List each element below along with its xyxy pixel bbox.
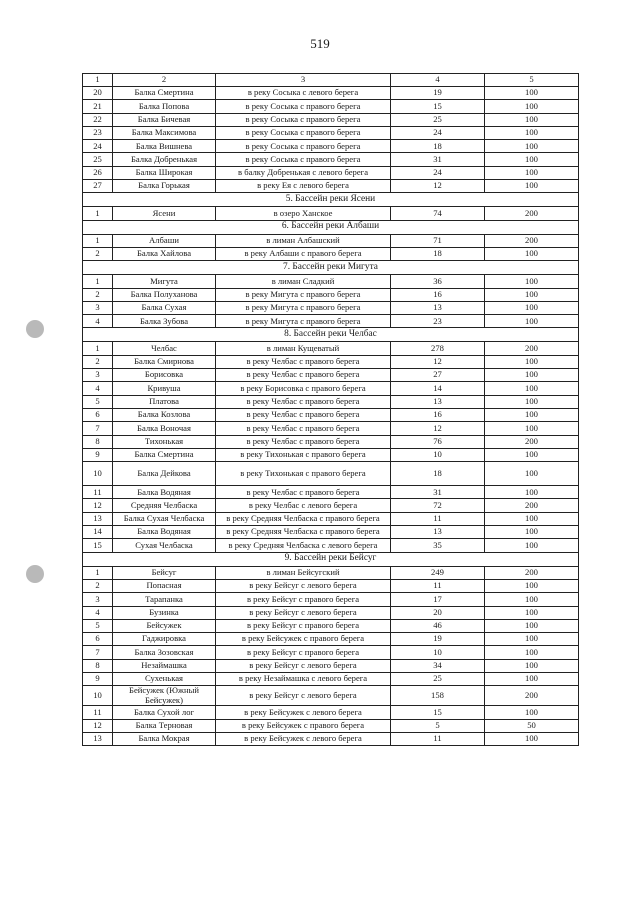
table-cell: 16: [391, 408, 485, 421]
table-cell: 9: [83, 672, 113, 685]
table-cell: 17: [391, 593, 485, 606]
table-cell: 100: [485, 247, 579, 260]
table-cell: 7: [83, 646, 113, 659]
section-title: 8. Бассейн реки Челбас: [83, 328, 579, 342]
table-row: [83, 408, 579, 421]
table-cell: Балка Воночая: [113, 422, 216, 435]
table-cell: в лиман Албашский: [216, 234, 391, 247]
table-cell: 100: [485, 633, 579, 646]
table-cell: в реку Сосыка с правого берега: [216, 126, 391, 139]
table-cell: в реку Челбас с правого берега: [216, 435, 391, 448]
table-cell: в реку Сосыка с левого берега: [216, 87, 391, 100]
table-cell: 13: [391, 526, 485, 539]
table-cell: 27: [391, 369, 485, 382]
table-row: [83, 369, 579, 382]
table-cell: 4: [83, 606, 113, 619]
table-cell: 100: [485, 301, 579, 314]
table-cell: Балка Козлова: [113, 408, 216, 421]
punch-hole: [26, 565, 44, 583]
section-title-row: [83, 193, 579, 207]
table-cell: 249: [391, 566, 485, 579]
table-cell: Тарапанка: [113, 593, 216, 606]
table-row: [83, 180, 579, 193]
table-cell: 24: [391, 166, 485, 179]
table-cell: Борисовка: [113, 369, 216, 382]
table-row: [83, 646, 579, 659]
table-row: [83, 512, 579, 525]
table-cell: Балка Зозовская: [113, 646, 216, 659]
table-row: [83, 315, 579, 328]
table-cell: 3: [83, 593, 113, 606]
table-cell: Балка Широкая: [113, 166, 216, 179]
table-cell: 100: [485, 526, 579, 539]
table-row: [83, 486, 579, 499]
table-cell: 200: [485, 499, 579, 512]
table-cell: 14: [83, 526, 113, 539]
table-cell: 100: [485, 275, 579, 288]
table-cell: в реку Сосыка с правого берега: [216, 140, 391, 153]
table-cell: 100: [485, 395, 579, 408]
table-row: [83, 395, 579, 408]
table-cell: в озеро Ханское: [216, 207, 391, 220]
table-cell: 100: [485, 113, 579, 126]
table-row: [83, 382, 579, 395]
table-cell: 24: [391, 126, 485, 139]
table-cell: 8: [83, 435, 113, 448]
table-cell: Балка Хайлова: [113, 247, 216, 260]
table-cell: 100: [485, 422, 579, 435]
table-cell: 18: [391, 140, 485, 153]
table-cell: 100: [485, 140, 579, 153]
table-cell: 15: [391, 100, 485, 113]
table-cell: Сухая Челбаска: [113, 539, 216, 552]
table-cell: 31: [391, 153, 485, 166]
table-cell: 11: [391, 512, 485, 525]
table-row: [83, 672, 579, 685]
table-row: [83, 207, 579, 220]
table-cell: 25: [391, 672, 485, 685]
table-cell: в реку Средняя Челбаска с правого берега: [216, 512, 391, 525]
table-cell: Балка Водяная: [113, 486, 216, 499]
table-cell: Мигута: [113, 275, 216, 288]
table-cell: 158: [391, 686, 485, 706]
table-cell: 2: [83, 355, 113, 368]
table-cell: 10: [83, 462, 113, 486]
table-cell: 22: [83, 113, 113, 126]
table-cell: в реку Борисовка с правого берега: [216, 382, 391, 395]
table-cell: 100: [485, 126, 579, 139]
table-cell: Балка Бичевая: [113, 113, 216, 126]
table-cell: 100: [485, 593, 579, 606]
table-cell: Балка Смирнова: [113, 355, 216, 368]
table-cell: 21: [83, 100, 113, 113]
table-row: [83, 153, 579, 166]
table-cell: в реку Сосыка с правого берега: [216, 100, 391, 113]
table-cell: 100: [485, 166, 579, 179]
table-cell: в балку Добренькая с левого берега: [216, 166, 391, 179]
table-cell: 23: [83, 126, 113, 139]
table-cell: 100: [485, 486, 579, 499]
table-row: [83, 579, 579, 592]
table-cell: 100: [485, 288, 579, 301]
table-cell: 35: [391, 539, 485, 552]
table-row: [83, 706, 579, 719]
table-row: [83, 526, 579, 539]
table-cell: Балка Сухая Челбаска: [113, 512, 216, 525]
header-cell: 4: [391, 74, 485, 87]
section-title-row: [83, 261, 579, 275]
table-row: [83, 113, 579, 126]
table-cell: Попасная: [113, 579, 216, 592]
section-title: 7. Бассейн реки Мигута: [83, 261, 579, 275]
table-cell: Бейсужек (Южный Бейсужек): [113, 686, 216, 706]
table-row: [83, 301, 579, 314]
section-title-row: [83, 328, 579, 342]
table-cell: 11: [391, 579, 485, 592]
page-number: 519: [310, 36, 330, 51]
table-cell: в реку Челбас с правого берега: [216, 369, 391, 382]
table-row: [83, 100, 579, 113]
table-cell: 18: [391, 462, 485, 486]
table-cell: 10: [391, 448, 485, 461]
table-cell: 11: [83, 486, 113, 499]
table-cell: 34: [391, 659, 485, 672]
table-cell: 14: [391, 382, 485, 395]
table-cell: Челбас: [113, 342, 216, 355]
table-cell: Балка Вишнева: [113, 140, 216, 153]
table-cell: 1: [83, 207, 113, 220]
table-row: [83, 288, 579, 301]
table-cell: 7: [83, 422, 113, 435]
table-cell: 200: [485, 207, 579, 220]
table-cell: 9: [83, 448, 113, 461]
table-row: [83, 355, 579, 368]
table-cell: 71: [391, 234, 485, 247]
section-title: 5. Бассейн реки Ясени: [83, 193, 579, 207]
table-cell: 100: [485, 87, 579, 100]
table-row: [83, 659, 579, 672]
rivers-table: [82, 73, 579, 746]
table-cell: 74: [391, 207, 485, 220]
table-row: [83, 275, 579, 288]
table-cell: 12: [391, 422, 485, 435]
table-row: [83, 140, 579, 153]
table-cell: 2: [83, 247, 113, 260]
table-cell: в реку Челбас с правого берега: [216, 422, 391, 435]
table-cell: в реку Бейсуг с правого берега: [216, 593, 391, 606]
table-row: [83, 422, 579, 435]
table-cell: 200: [485, 342, 579, 355]
table-cell: 25: [391, 113, 485, 126]
table-header-row: [83, 74, 579, 87]
table-row: [83, 435, 579, 448]
table-cell: 200: [485, 234, 579, 247]
table-cell: Кривуша: [113, 382, 216, 395]
table-cell: 13: [391, 301, 485, 314]
section-title-row: [83, 552, 579, 566]
table-cell: Балка Добренькая: [113, 153, 216, 166]
table-cell: 12: [391, 355, 485, 368]
table-row: [83, 234, 579, 247]
table-cell: Сухенькая: [113, 672, 216, 685]
table-cell: в реку Бейсужек с левого берега: [216, 706, 391, 719]
table-cell: 100: [485, 180, 579, 193]
table-cell: 11: [83, 706, 113, 719]
header-cell: 3: [216, 74, 391, 87]
table-cell: 16: [391, 288, 485, 301]
table-cell: в реку Бейсуг с левого берега: [216, 579, 391, 592]
table-cell: 25: [83, 153, 113, 166]
table-cell: 1: [83, 342, 113, 355]
table-cell: Ясени: [113, 207, 216, 220]
table-cell: Балка Максимова: [113, 126, 216, 139]
table-cell: 100: [485, 448, 579, 461]
table-cell: 2: [83, 579, 113, 592]
table-cell: 15: [391, 706, 485, 719]
table-cell: в реку Бейсужек с правого берега: [216, 633, 391, 646]
table-cell: 72: [391, 499, 485, 512]
table-cell: 13: [83, 512, 113, 525]
table-cell: 23: [391, 315, 485, 328]
table-cell: в лиман Кущеватый: [216, 342, 391, 355]
table-cell: 4: [83, 315, 113, 328]
table-cell: 13: [391, 395, 485, 408]
table-cell: 10: [83, 686, 113, 706]
table-row: [83, 87, 579, 100]
table-cell: в реку Средняя Челбаска с правого берега: [216, 526, 391, 539]
table-cell: 100: [485, 153, 579, 166]
table-cell: 20: [83, 87, 113, 100]
table-cell: 100: [485, 539, 579, 552]
table-cell: 1: [83, 275, 113, 288]
table-cell: Албаши: [113, 234, 216, 247]
table-cell: Балка Смертина: [113, 87, 216, 100]
section-title-row: [83, 220, 579, 234]
table-cell: в реку Бейсуг с правого берега: [216, 646, 391, 659]
table-cell: 24: [83, 140, 113, 153]
table-cell: 200: [485, 435, 579, 448]
table-cell: 5: [391, 719, 485, 732]
table-row: [83, 606, 579, 619]
table-cell: 19: [391, 87, 485, 100]
table-row: [83, 732, 579, 745]
table-cell: Балка Мокрая: [113, 732, 216, 745]
table-cell: в реку Бейсуг с левого берега: [216, 686, 391, 706]
table-cell: Балка Полуханова: [113, 288, 216, 301]
header-cell: 1: [83, 74, 113, 87]
header-cell: 5: [485, 74, 579, 87]
table-cell: в реку Албаши с правого берега: [216, 247, 391, 260]
table-cell: 31: [391, 486, 485, 499]
table-cell: 4: [83, 382, 113, 395]
table-cell: 200: [485, 686, 579, 706]
table-cell: 3: [83, 301, 113, 314]
table-cell: в реку Сосыка с правого берега: [216, 113, 391, 126]
table-cell: 278: [391, 342, 485, 355]
table-cell: 8: [83, 659, 113, 672]
table-cell: 1: [83, 566, 113, 579]
table-cell: в реку Бейсужек с правого берега: [216, 719, 391, 732]
table-cell: 26: [83, 166, 113, 179]
table-cell: 6: [83, 633, 113, 646]
table-cell: 76: [391, 435, 485, 448]
table-cell: в лиман Сладкий: [216, 275, 391, 288]
table-cell: Балка Горькая: [113, 180, 216, 193]
table-cell: в реку Мигута с правого берега: [216, 288, 391, 301]
table-cell: 12: [391, 180, 485, 193]
table-row: [83, 166, 579, 179]
table-cell: 100: [485, 606, 579, 619]
table-cell: в реку Бейсуг с левого берега: [216, 606, 391, 619]
table-cell: Бейсуг: [113, 566, 216, 579]
table-cell: Балка Сухая: [113, 301, 216, 314]
table-cell: 100: [485, 619, 579, 632]
table-cell: Балка Попова: [113, 100, 216, 113]
section-title: 9. Бассейн реки Бейсуг: [83, 552, 579, 566]
table-cell: в реку Незаймашка с левого берега: [216, 672, 391, 685]
table-cell: 200: [485, 566, 579, 579]
table-cell: 100: [485, 659, 579, 672]
table-cell: в реку Челбас с правого берега: [216, 408, 391, 421]
table-cell: 12: [83, 499, 113, 512]
table-cell: 50: [485, 719, 579, 732]
table-row: [83, 462, 579, 486]
table-cell: 13: [83, 732, 113, 745]
table-cell: в реку Сосыка с правого берега: [216, 153, 391, 166]
table-row: [83, 539, 579, 552]
table-cell: в реку Бейсужек с левого берега: [216, 732, 391, 745]
table-cell: Бузинка: [113, 606, 216, 619]
table-cell: Балка Сухой лог: [113, 706, 216, 719]
table-cell: Платова: [113, 395, 216, 408]
table-cell: 100: [485, 462, 579, 486]
table-cell: 10: [391, 646, 485, 659]
table-cell: 20: [391, 606, 485, 619]
table-cell: 100: [485, 646, 579, 659]
table-cell: в реку Мигута с правого берега: [216, 301, 391, 314]
table-cell: в реку Челбас с правого берега: [216, 355, 391, 368]
table-cell: 100: [485, 579, 579, 592]
table-cell: Балка Зубова: [113, 315, 216, 328]
table-cell: 36: [391, 275, 485, 288]
table-cell: Балка Смертина: [113, 448, 216, 461]
table-row: [83, 566, 579, 579]
table-cell: Тихонькая: [113, 435, 216, 448]
table-cell: в реку Челбас с правого берега: [216, 395, 391, 408]
table-row: [83, 633, 579, 646]
table-row: [83, 619, 579, 632]
table-cell: 3: [83, 369, 113, 382]
table-cell: в реку Бейсуг с левого берега: [216, 659, 391, 672]
table-cell: в реку Бейсуг с правого берега: [216, 619, 391, 632]
table-cell: Балка Водяная: [113, 526, 216, 539]
table-cell: в реку Челбас с левого берега: [216, 499, 391, 512]
table-cell: 12: [83, 719, 113, 732]
table-cell: 5: [83, 619, 113, 632]
table-cell: в реку Средняя Челбаска с левого берега: [216, 539, 391, 552]
table-cell: Балка Терновая: [113, 719, 216, 732]
table-cell: 15: [83, 539, 113, 552]
table-cell: 100: [485, 706, 579, 719]
table-cell: в реку Мигута с правого берега: [216, 315, 391, 328]
table-cell: 19: [391, 633, 485, 646]
table-cell: в реку Челбас с правого берега: [216, 486, 391, 499]
punch-hole: [26, 320, 44, 338]
table-cell: 1: [83, 234, 113, 247]
table-cell: Бейсужек: [113, 619, 216, 632]
table-cell: 100: [485, 100, 579, 113]
table-cell: в реку Тихонькая с правого берега: [216, 448, 391, 461]
table-cell: Средняя Челбаска: [113, 499, 216, 512]
table-cell: Незаймашка: [113, 659, 216, 672]
table-cell: 100: [485, 355, 579, 368]
table-cell: 100: [485, 315, 579, 328]
table-cell: 18: [391, 247, 485, 260]
table-cell: в реку Тихонькая с правого берега: [216, 462, 391, 486]
table-cell: Балка Дейкова: [113, 462, 216, 486]
table-row: [83, 719, 579, 732]
table-cell: 100: [485, 672, 579, 685]
section-title: 6. Бассейн реки Албаши: [83, 220, 579, 234]
table-cell: в реку Ея с левого берега: [216, 180, 391, 193]
table-cell: 2: [83, 288, 113, 301]
table-cell: 6: [83, 408, 113, 421]
table-cell: 100: [485, 382, 579, 395]
table-cell: 46: [391, 619, 485, 632]
table-cell: 100: [485, 369, 579, 382]
table-row: [83, 247, 579, 260]
table-cell: 100: [485, 512, 579, 525]
header-cell: 2: [113, 74, 216, 87]
table-cell: 11: [391, 732, 485, 745]
table-cell: Гаджировка: [113, 633, 216, 646]
table-cell: в лиман Бейсугский: [216, 566, 391, 579]
table-cell: 27: [83, 180, 113, 193]
table-row: [83, 126, 579, 139]
table-row: [83, 448, 579, 461]
table-row: [83, 593, 579, 606]
table-cell: 100: [485, 732, 579, 745]
table-row: [83, 686, 579, 706]
table-cell: 5: [83, 395, 113, 408]
table-cell: 100: [485, 408, 579, 421]
table-row: [83, 499, 579, 512]
table-row: [83, 342, 579, 355]
